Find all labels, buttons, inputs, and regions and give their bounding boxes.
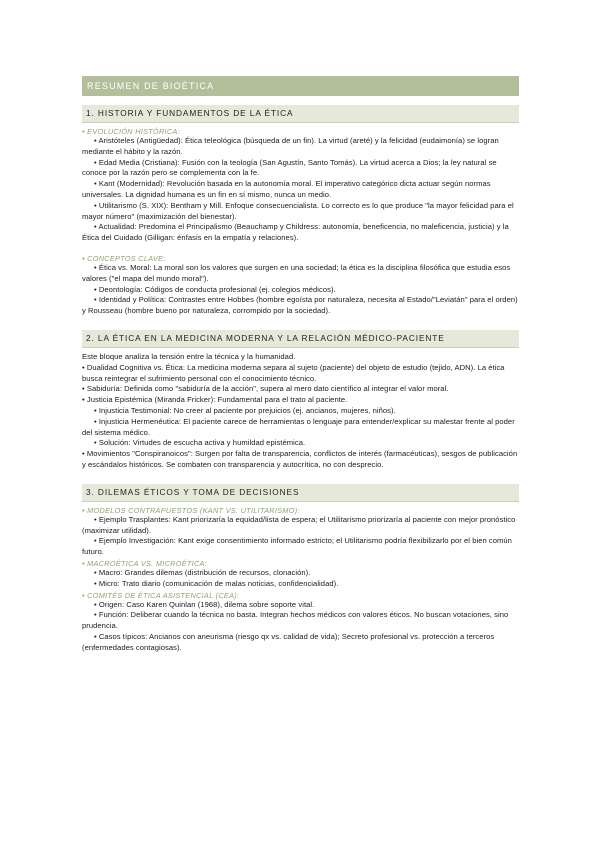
paragraph-funcion: • Función: Deliberar cuando la técnica no basta. Integran hechos médicos con valores éticos. No buscan votaciones, sino prudencia. <box>82 610 509 631</box>
document-title: RESUMEN DE BIOÉTICA <box>82 76 519 96</box>
paragraph-trasplantes: • Ejemplo Trasplantes: Kant priorizaría la equidad/lista de espera; el Utilitarismo priorizaría al paciente con mejor pronóstico (maximizar utilidad). <box>82 514 516 535</box>
paragraph-edad-media: • Edad Media (Cristiana): Fusión con la teología (San Agustín, Santo Tomás). La virtud acerca a Dios; la ley natural se conoce por la razón pero se complementa con la fe. <box>82 157 497 178</box>
subheading-modelos: • MODELOS CONTRAPUESTOS (KANT VS. UTILITARISMO): <box>82 505 300 515</box>
paragraph-dualidad: • Dualidad Cognitiva vs. Ética: La medicina moderna separa al sujeto (paciente) del objeto de estudio (tejido, ADN). La ética busca reintegrar el sufrimiento personal con el conocimiento técnico. <box>82 362 505 383</box>
paragraph-solucion: • Solución: Virtudes de escucha activa y humildad epistémica. <box>94 438 306 448</box>
paragraph-injusticia-hermeneutica: • Injusticia Hermenéutica: El paciente carece de herramientas o lenguaje para entender/explicar su malestar frente al poder del sistema médico. <box>82 416 515 437</box>
document-page <box>82 76 519 653</box>
paragraph-origen: • Origen: Caso Karen Quinlan (1968), dilema sobre soporte vital. <box>94 599 315 609</box>
paragraph-intro: Este bloque analiza la tensión entre la técnica y la humanidad. <box>82 351 296 361</box>
paragraph-investigacion: • Ejemplo Investigación: Kant exige consentimiento informado estricto; el Utilitarismo podría flexibilizarlo por el bien común futuro. <box>82 536 512 557</box>
section-2-heading: 2. LA ÉTICA EN LA MEDICINA MODERNA Y LA RELACIÓN MÉDICO-PACIENTE <box>82 330 519 348</box>
section-3-heading: 3. DILEMAS ÉTICOS Y TOMA DE DECISIONES <box>82 484 519 502</box>
paragraph-injusticia-testimonial: • Injusticia Testimonial: No creer al paciente por prejuicios (ej. ancianos, mujeres, niños). <box>94 405 396 415</box>
subheading-macroetica: • MACROÉTICA VS. MICROÉTICA: <box>82 558 208 568</box>
subheading-evolucion: • EVOLUCIÓN HISTÓRICA: <box>82 127 180 136</box>
paragraph-etica-moral: • Ética vs. Moral: La moral son los valores que surgen en una sociedad; la ética es la disciplina filosófica que estudia esos valores ("el mapa del mundo moral"). <box>82 262 511 283</box>
paragraph-conspiranoicos: • Movimientos "Conspiranoicos": Surgen por falta de transparencia, conflictos de interés (farmacéuticas), sesgos de publicación y escándalos históricos. Se combaten con transparencia y autocrítica, no con desprecio. <box>82 449 518 469</box>
paragraph-aristoteles: • Aristóteles (Antigüedad): Ética teleológica (búsqueda de un fin). La virtud (areté) y la felicidad (eudaimonía) se logran mediante el hábito y la razón. <box>82 136 499 156</box>
subheading-comites: • COMITÉS DE ÉTICA ASISTENCIAL (CEA): <box>82 590 240 600</box>
paragraph-macro: • Macro: Grandes dilemas (distribución de recursos, clonación). <box>94 567 311 577</box>
paragraph-utilitarismo: • Utilitarismo (S. XIX): Bentham y Mill. Enfoque consecuencialista. Lo correcto es lo que produce "la mayor felicidad para el mayor número" (maximización del bienestar). <box>82 200 514 221</box>
paragraph-deontologia: • Deontología: Códigos de conducta profesional (ej. colegios médicos). <box>94 284 336 294</box>
paragraph-justicia: • Justicia Epistémica (Miranda Fricker): Fundamental para el trato al paciente. <box>82 395 348 405</box>
paragraph-sabiduria: • Sabiduría: Definida como "sabiduría de la acción", supera al mero dato científico al integrar el valor moral. <box>82 384 449 394</box>
paragraph-casos: • Casos típicos: Ancianos con aneurisma (riesgo qx vs. calidad de vida); Secreto profesional vs. protección a terceros (enfermedades contagiosas). <box>82 631 495 652</box>
paragraph-micro: • Micro: Trato diario (comunicación de malas noticias, confidencialidad). <box>94 578 339 588</box>
section-1-heading: 1. HISTORIA Y FUNDAMENTOS DE LA ÉTICA <box>82 105 519 123</box>
subheading-conceptos: • CONCEPTOS CLAVE: <box>82 253 166 263</box>
paragraph-kant: • Kant (Modernidad): Revolución basada en la autonomía moral. El imperativo categórico dicta actuar según normas universales. La dignidad humana es un fin en sí mismo, nunca un medio. <box>82 179 491 199</box>
paragraph-actualidad: • Actualidad: Predomina el Principalismo (Beauchamp y Childress: autonomía, beneficencia, no maleficencia, justicia) y la Ética del Cuidado (Gilligan: énfasis en la empatía y relaciones). <box>82 222 509 243</box>
paragraph-identidad: • Identidad y Política: Contrastes entre Hobbes (hombre egoísta por naturaleza, necesita al Estado/"Leviatán" para el orden) y Rousseau (hombre bueno por naturaleza, corrompido por la sociedad). <box>82 295 518 316</box>
